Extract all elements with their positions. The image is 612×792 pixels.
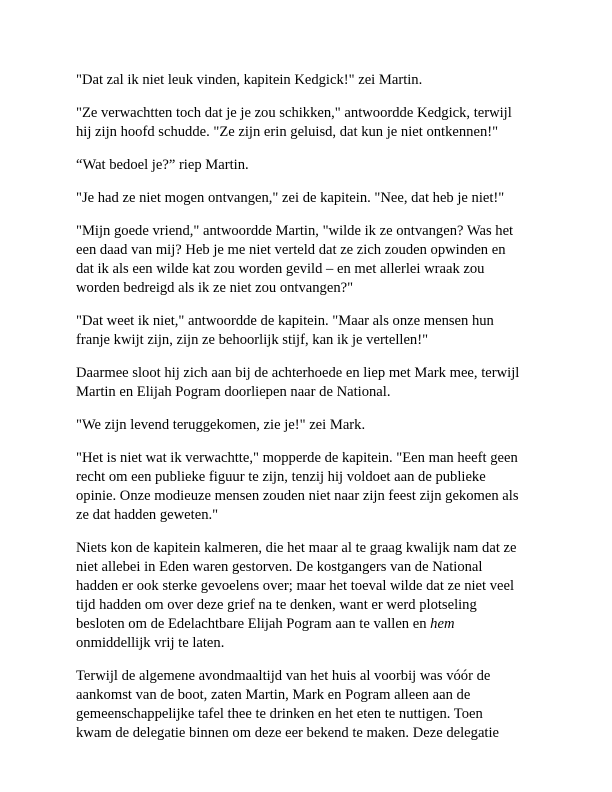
text-line: een daad van mij? Heb je me niet verteld dat ze zich zouden opwinden en [76,242,506,258]
text-line: franje kwijt zijn, zijn ze behoorlijk stijf, kan ik je vertellen!" [76,332,429,348]
text-line: Terwijl de algemene avondmaaltijd van het huis al voorbij was vóór de [76,668,491,684]
body-text [76,71,546,757]
text-line: worden bedreigd als ik ze niet zou ontvangen?" [76,280,354,296]
text-line: onmiddellijk vrij te laten. [76,635,225,651]
text-line: "Mijn goede vriend," antwoordde Martin, "wilde ik ze ontvangen? Was het [76,223,514,239]
text-line: "Dat zal ik niet leuk vinden, kapitein Kedgick!" zei Martin. [76,72,423,88]
paragraph [76,189,546,208]
text-line: "Ze verwachtten toch dat je je zou schikken," antwoordde Kedgick, terwijl [76,105,512,121]
paragraph [76,222,546,298]
text-line [76,615,546,634]
text-line: "We zijn levend teruggekomen, zie je!" zei Mark. [76,417,366,433]
text-line: ze dat hadden geweten." [76,507,219,523]
paragraph [76,71,546,90]
paragraph [76,667,546,743]
text-line: dat ik als een wilde kat zou worden gevild – en met allerlei wraak zou [76,261,485,277]
text-line: recht om een publieke figuur te zijn, tenzij hij voldoet aan de publieke [76,469,486,485]
text-line: Martin en Elijah Pogram doorliepen naar de National. [76,384,391,400]
text-line: hadden er ook sterke gevoelens over; maar het toeval wilde dat ze niet veel [76,578,515,594]
text-segment: besloten om de Edelachtbare Elijah Pogram aan te vallen en [76,616,431,632]
text-line: "Dat weet ik niet," antwoordde de kapitein. "Maar als onze mensen hun [76,313,494,329]
paragraph [76,539,546,653]
text-line: tijd hadden om over deze grief na te denken, want er werd plotseling [76,597,477,613]
paragraph [76,364,546,402]
text-line: gemeenschappelijke tafel thee te drinken en het eten te nuttigen. Toen [76,706,483,722]
paragraph [76,449,546,525]
text-line: “Wat bedoel je?” riep Martin. [76,157,249,173]
text-line: "Je had ze niet mogen ontvangen," zei de kapitein. "Nee, dat heb je niet!" [76,190,505,206]
text-line: Daarmee sloot hij zich aan bij de achterhoede en liep met Mark mee, terwijl [76,365,520,381]
text-line: opinie. Onze modieuze mensen zouden niet naar zijn feest zijn gekomen als [76,488,519,504]
text-line: aankomst van de boot, zaten Martin, Mark en Pogram alleen aan de [76,687,471,703]
paragraph [76,416,546,435]
text-line: kwam de delegatie binnen om deze eer bekend te maken. Deze delegatie [76,725,500,741]
text-line: niet allebei in Eden waren gestorven. De kostgangers van de National [76,559,483,575]
text-line: Niets kon de kapitein kalmeren, die het maar al te graag kwalijk nam dat ze [76,540,517,556]
paragraph [76,104,546,142]
text-line: hij zijn hoofd schudde. "Ze zijn erin geluisd, dat kun je niet ontkennen!" [76,124,499,140]
text-line: "Het is niet wat ik verwachtte," mopperde de kapitein. "Een man heeft geen [76,450,518,466]
paragraph [76,156,546,175]
paragraph [76,312,546,350]
emphasized-word: hem [430,616,455,632]
